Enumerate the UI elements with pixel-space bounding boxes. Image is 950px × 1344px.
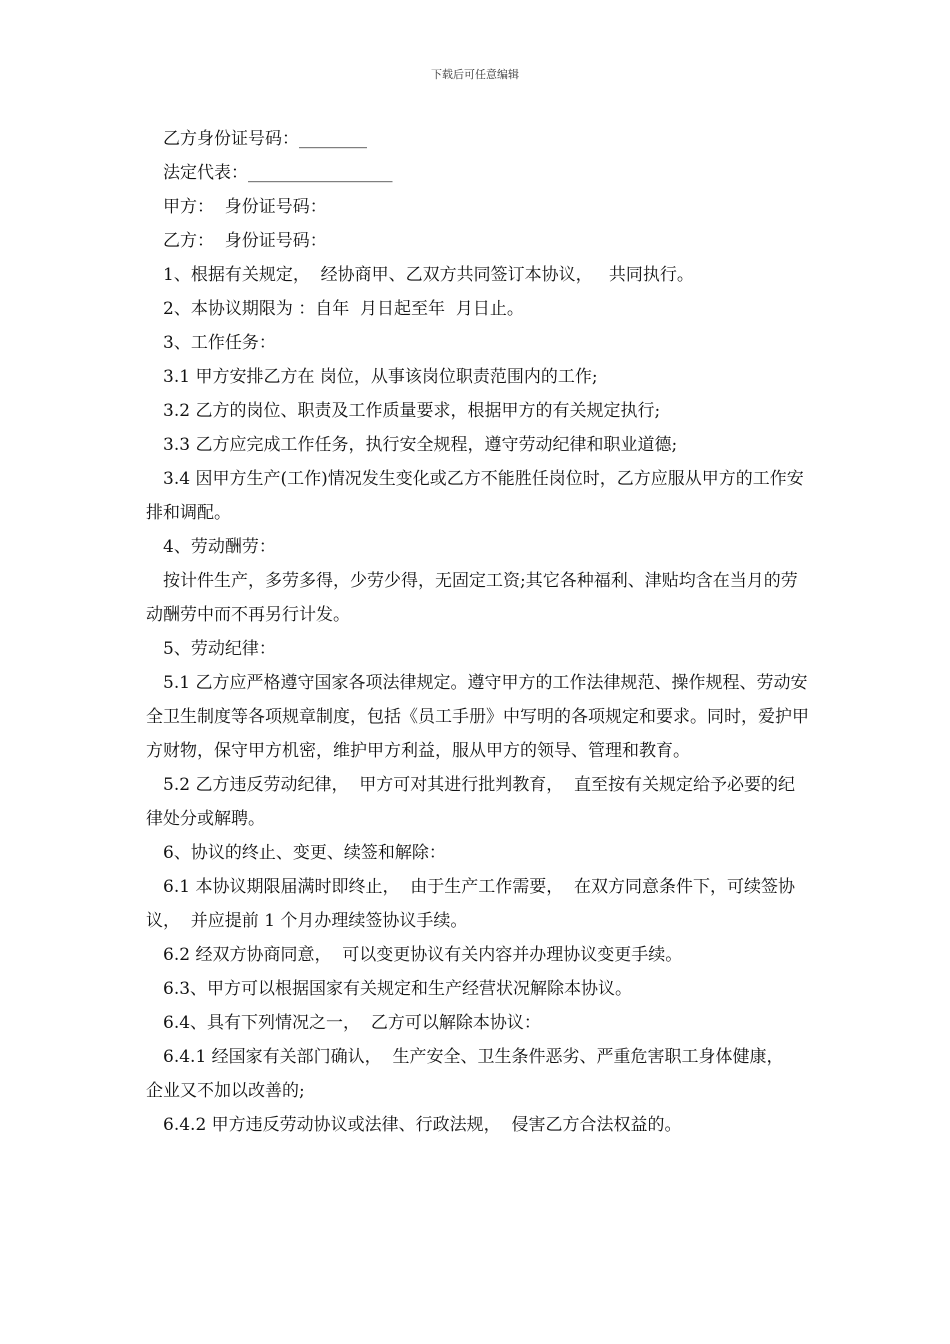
paragraph: 5.2 乙方违反劳动纪律， 甲方可对其进行批判教育， 直至按有关规定给予必要的纪律处分或解聘。: [146, 775, 796, 829]
document-body: [146, 122, 810, 1142]
paragraph: 6.1 本协议期限届满时即终止， 由于生产工作需要， 在双方同意条件下，可续签协议， 并应提前 1 个月办理续签协议手续。: [146, 877, 796, 931]
paragraph: 1、根据有关规定， 经协商甲、乙双方共同签订本协议， 共同执行。: [163, 265, 694, 285]
paragraph: 3.4 因甲方生产(工作)情况发生变化或乙方不能胜任岗位时，乙方应服从甲方的工作安排和调配。: [146, 469, 804, 523]
paragraph: 乙方： 身份证号码：: [163, 231, 327, 251]
paragraph: 按计件生产，多劳多得，少劳少得，无固定工资;其它各种福利、津贴均含在当月的劳动酬劳中而不再另行计发。: [146, 571, 798, 625]
paragraph: 3.2 乙方的岗位、职责及工作质量要求，根据甲方的有关规定执行;: [163, 401, 661, 421]
paragraph: 4、劳动酬劳：: [163, 537, 276, 557]
paragraph: 5.1 乙方应严格遵守国家各项法律规定。遵守甲方的工作法律规范、操作规程、劳动安全卫生制度等各项规章制度，包括《员工手册》中写明的各项规定和要求。同时，爱护甲方财物，保守甲方机密，维护甲方利益，服从甲方的领导、管理和教育。: [146, 673, 809, 761]
paragraph: 3、工作任务：: [163, 333, 276, 353]
paragraph: 甲方： 身份证号码：: [163, 197, 327, 217]
paragraph: 乙方身份证号码：________: [163, 129, 367, 149]
paragraph: 6、协议的终止、变更、续签和解除：: [163, 843, 446, 863]
paragraph: 6.3、甲方可以根据国家有关规定和生产经营状况解除本协议。: [163, 979, 633, 999]
paragraph: 3.1 甲方安排乙方在 岗位，从事该岗位职责范围内的工作;: [163, 367, 598, 387]
paragraph: 6.4.1 经国家有关部门确认， 生产安全、卫生条件恶劣、严重危害职工身体健康， 企业又不加以改善的;: [146, 1047, 795, 1101]
paragraph: 6.4.2 甲方违反劳动协议或法律、行政法规， 侵害乙方合法权益的。: [163, 1115, 682, 1135]
paragraph: 6.4、具有下列情况之一， 乙方可以解除本协议：: [163, 1013, 541, 1033]
paragraph: 5、劳动纪律：: [163, 639, 276, 659]
paragraph: 法定代表：_________________: [163, 163, 393, 183]
page-header: 下载后可任意编辑: [431, 68, 519, 81]
paragraph: 2、本协议期限为 ：自年 月日起至年 月日止。: [163, 299, 524, 319]
paragraph: 6.2 经双方协商同意， 可以变更协议有关内容并办理协议变更手续。: [163, 945, 683, 965]
paragraph: 3.3 乙方应完成工作任务，执行安全规程，遵守劳动纪律和职业道德;: [163, 435, 678, 455]
